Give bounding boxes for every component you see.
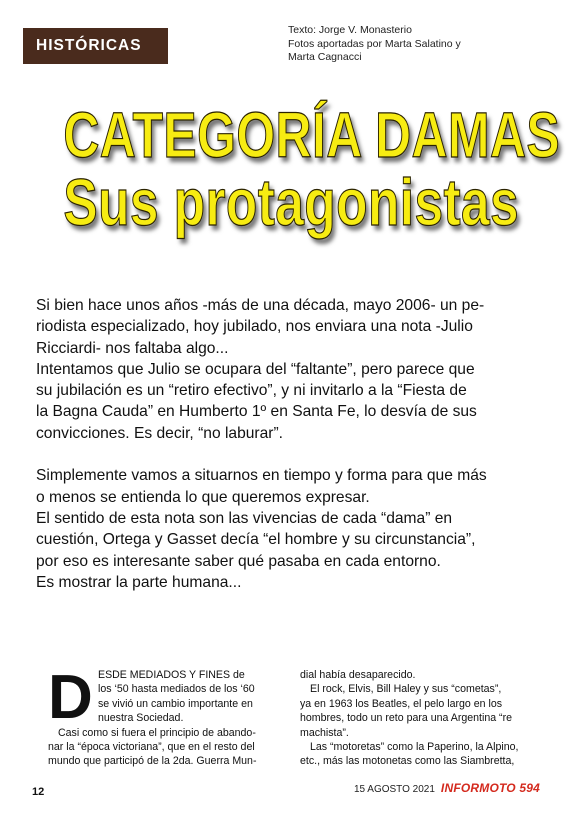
- body-line: Las “motoretas” como la Paperino, la Alpino,: [310, 741, 519, 754]
- credit-line: Texto: Jorge V. Monasterio: [288, 24, 412, 36]
- body-column-left: [48, 663, 280, 769]
- body-line: ESDE MEDIADOS Y FINES de: [98, 669, 245, 681]
- body-line: se vivió un cambio importante en: [98, 697, 253, 710]
- issue-date: 15 AGOSTO 2021: [353, 784, 435, 795]
- intro-line: riodista especializado, hoy jubilado, nos enviara una nota -Julio: [36, 318, 473, 336]
- body-line: El rock, Elvis, Bill Haley y sus “cometas”,: [310, 683, 502, 696]
- section-tag: [23, 28, 168, 64]
- body-column-right: [300, 668, 532, 769]
- intro-line: la Bagna Cauda” en Humberto 1º en Santa Fe, lo desvía de sus: [36, 403, 477, 421]
- credit-line: Fotos aportadas por Marta Salatino y: [288, 37, 461, 50]
- intro-line: convicciones. Es decir, “no laburar”.: [36, 424, 284, 442]
- body-line: ya en 1963 los Beatles, el pelo largo en los: [300, 697, 503, 710]
- magazine-brand: INFORMOTO 594: [440, 781, 540, 795]
- section-label: HISTÓRICAS: [36, 37, 142, 54]
- body-line: nuestra Sociedad.: [98, 712, 184, 725]
- body-line: dial había desaparecido.: [300, 669, 416, 681]
- intro-line: o menos se entienda lo que queremos expresar.: [36, 488, 370, 506]
- body-line: machista”.: [300, 726, 349, 739]
- intro-line: su jubilación es un “retiro efectivo”, y ni invitarlo a la “Fiesta de: [36, 382, 467, 400]
- body-line: los ‘50 hasta mediados de los ‘60: [98, 683, 255, 696]
- intro-line: Si bien hace unos años -más de una década, mayo 2006- un pe-: [36, 297, 485, 314]
- intro-line: Es mostrar la parte humana...: [36, 573, 242, 591]
- drop-cap: D: [48, 663, 93, 732]
- credit-line: Marta Cagnacci: [288, 51, 362, 63]
- intro-text: [36, 295, 546, 593]
- intro-line-blank: [36, 444, 546, 465]
- headline-line-1: CATEGORÍA DAMAS: [63, 99, 561, 171]
- body-line: etc., más las motonetas como las Siambretta,: [300, 755, 515, 768]
- footer: [354, 781, 540, 795]
- body-line: hombres, todo un reto para una Argentina “re: [300, 712, 513, 725]
- intro-line: Ricciardi- nos faltaba algo...: [36, 339, 229, 357]
- intro-line: Simplemente vamos a situarnos en tiempo y forma para que más: [36, 467, 487, 485]
- intro-line: Intentamos que Julio se ocupara del “faltante”, pero parece que: [36, 360, 475, 378]
- headline-line-2: Sus protagonistas: [63, 165, 520, 239]
- page-number: 12: [32, 786, 45, 798]
- credits: [288, 24, 558, 65]
- body-line: mundo que participó de la 2da. Guerra Mun-: [48, 755, 257, 768]
- body-line: Casi como si fuera el principio de abando-: [58, 726, 256, 739]
- intro-line: por eso es interesante saber qué pasaba en cada entorno.: [36, 552, 441, 570]
- intro-line: El sentido de esta nota son las vivencias de cada “dama” en: [36, 509, 453, 527]
- body-line: nar la “época victoriana”, que en el resto del: [48, 741, 255, 754]
- intro-line: cuestión, Ortega y Gasset decía “el hombre y su circunstancia”,: [36, 531, 476, 549]
